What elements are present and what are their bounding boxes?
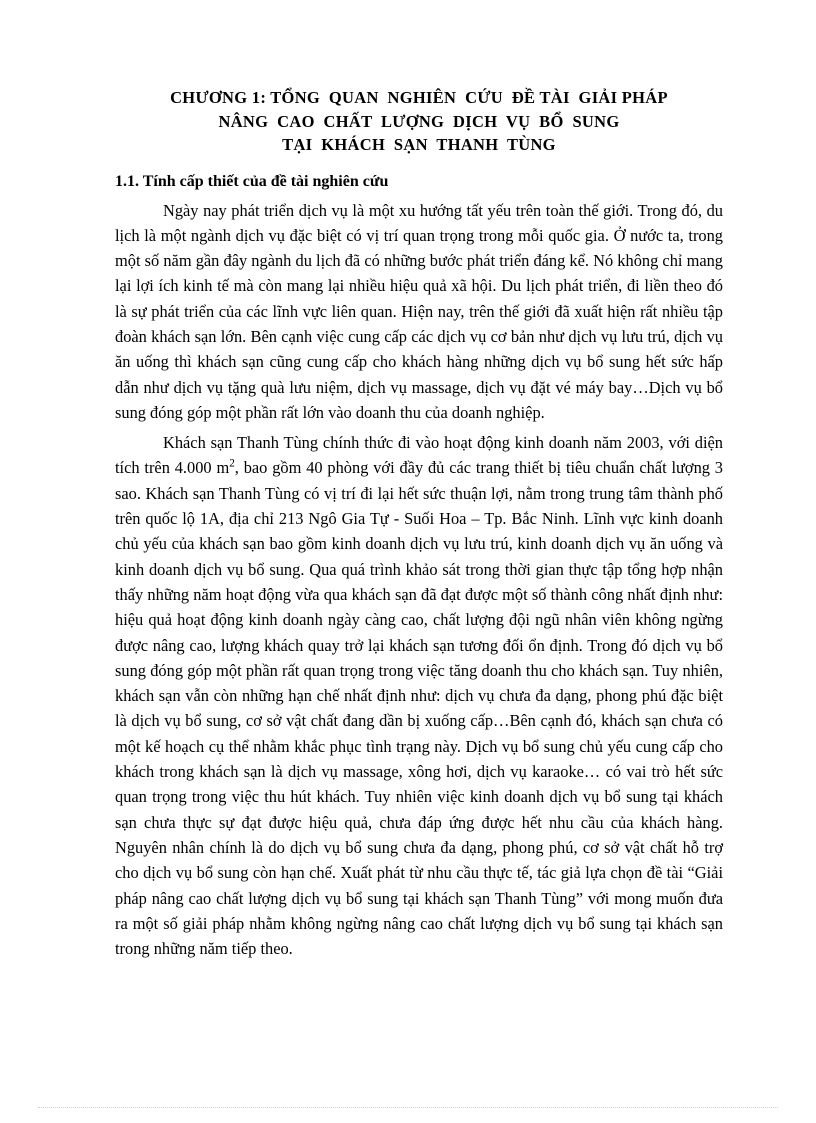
page-title (115, 86, 723, 157)
section-heading-1-1: 1.1. Tính cấp thiết của đề tài nghiên cứu (115, 172, 389, 190)
title-line-2: NÂNG CAO CHẤT LƯỢNG DỊCH VỤ BỔ SUNG (218, 111, 620, 131)
title-line-3: TẠI KHÁCH SẠN THANH TÙNG (282, 135, 556, 154)
paragraph-2-part-a: Khách sạn Thanh Tùng chính thức đi vào hoạt động kinh doanh năm 2003, với diện tích trên 4.000 m (115, 433, 723, 478)
square-meter-superscript: 2 (229, 458, 235, 470)
title-line-1: CHƯƠNG 1: TỔNG QUAN NGHIÊN CỨU ĐỀ TÀI GIẢI PHÁP (170, 88, 668, 107)
page-content (115, 86, 723, 961)
paragraph-2 (115, 430, 723, 961)
paragraph-1: Ngày nay phát triển dịch vụ là một xu hướng tất yếu trên toàn thế giới. Trong đó, du lịch là một ngành dịch vụ đặc biệt có vị trí quan trọng trong mỗi quốc gia. Ở nước ta, trong một số năm gần đây ngành du lịch đã có những bước phát triển đáng kể. Nó không chỉ mang lại lợi ích kinh tế mà còn mang lại nhiều hiệu quả xã hội. Du lịch phát triển, đi liền theo đó là sự phát triển của các lĩnh vực liên quan. Hiện nay, trên thế giới đã xuất hiện rất nhiều tập đoàn khách sạn lớn. Bên cạnh việc cung cấp các dịch vụ cơ bản như dịch vụ lưu trú, dịch vụ ăn uống thì khách sạn cũng cung cấp cho khách hàng những dịch vụ bổ sung hết sức hấp dẫn như dịch vụ tặng quà lưu niệm, dịch vụ massage, dịch vụ đặt vé máy bay…Dịch vụ bổ sung đóng góp một phần rất lớn vào doanh thu của doanh nghiệp. (115, 200, 723, 422)
footer-divider (38, 1107, 778, 1109)
paragraph-2-part-b: , bao gồm 40 phòng với đầy đủ các trang thiết bị tiêu chuẩn chất lượng 3 sao. Khách sạn Thanh Tùng có vị trí đi lại hết sức thuận lợi, nằm trong trung tâm thành phố trên quốc lộ 1A, địa chỉ 213 Ngô Gia Tự - Suối Hoa – Tp. Bắc Ninh. Lĩnh vực kinh doanh chủ yếu của khách sạn bao gồm kinh doanh dịch vụ lưu trú, kinh doanh dịch vụ ăn uống và kinh doanh dịch vụ bổ sung. Qua quá trình khảo sát trong thời gian thực tập tổng hợp nhận thấy những năm hoạt động vừa qua khách sạn đã đạt được một số thành công nhất định như: hiệu quả hoạt động kinh doanh ngày càng cao, chất lượng đội ngũ nhân viên không ngừng được nâng cao, lượng khách quay trở lại khách sạn tương đối ổn định. Trong đó dịch vụ bổ sung đóng góp một phần rất quan trọng trong việc tăng doanh thu cho khách sạn. Tuy nhiên, khách sạn vẫn còn những hạn chế nhất định như: dịch vụ chưa đa dạng, phong phú đặc biệt là dịch vụ bổ sung, cơ sở vật chất đang dần bị xuống cấp…Bên cạnh đó, khách sạn chưa có một kế hoạch cụ thể nhằm khắc phục tình trạng này. Dịch vụ bổ sung chủ yếu cung cấp cho khách trong khách sạn là dịch vụ massage, xông hơi, dịch vụ karaoke… có vai trò hết sức quan trọng trong việc thu hút khách. Tuy nhiên việc kinh doanh dịch vụ bổ sung tại khách sạn chưa thực sự đạt được hiệu quả, chưa đáp ứng được hết nhu cầu của khách hàng. Nguyên nhân chính là do dịch vụ bổ sung chưa đa dạng, phong phú, cơ sở vật chất hỗ trợ cho dịch vụ bổ sung còn hạn chế. Xuất phát từ nhu cầu thực tế, tác giả lựa chọn đề tài “Giải pháp nâng cao chất lượng dịch vụ bổ sung tại khách sạn Thanh Tùng” với mong muốn đưa ra một số giải pháp nhằm không ngừng nâng cao chất lượng dịch vụ bổ sung tại khách sạn trong những năm tiếp theo. (115, 458, 723, 959)
